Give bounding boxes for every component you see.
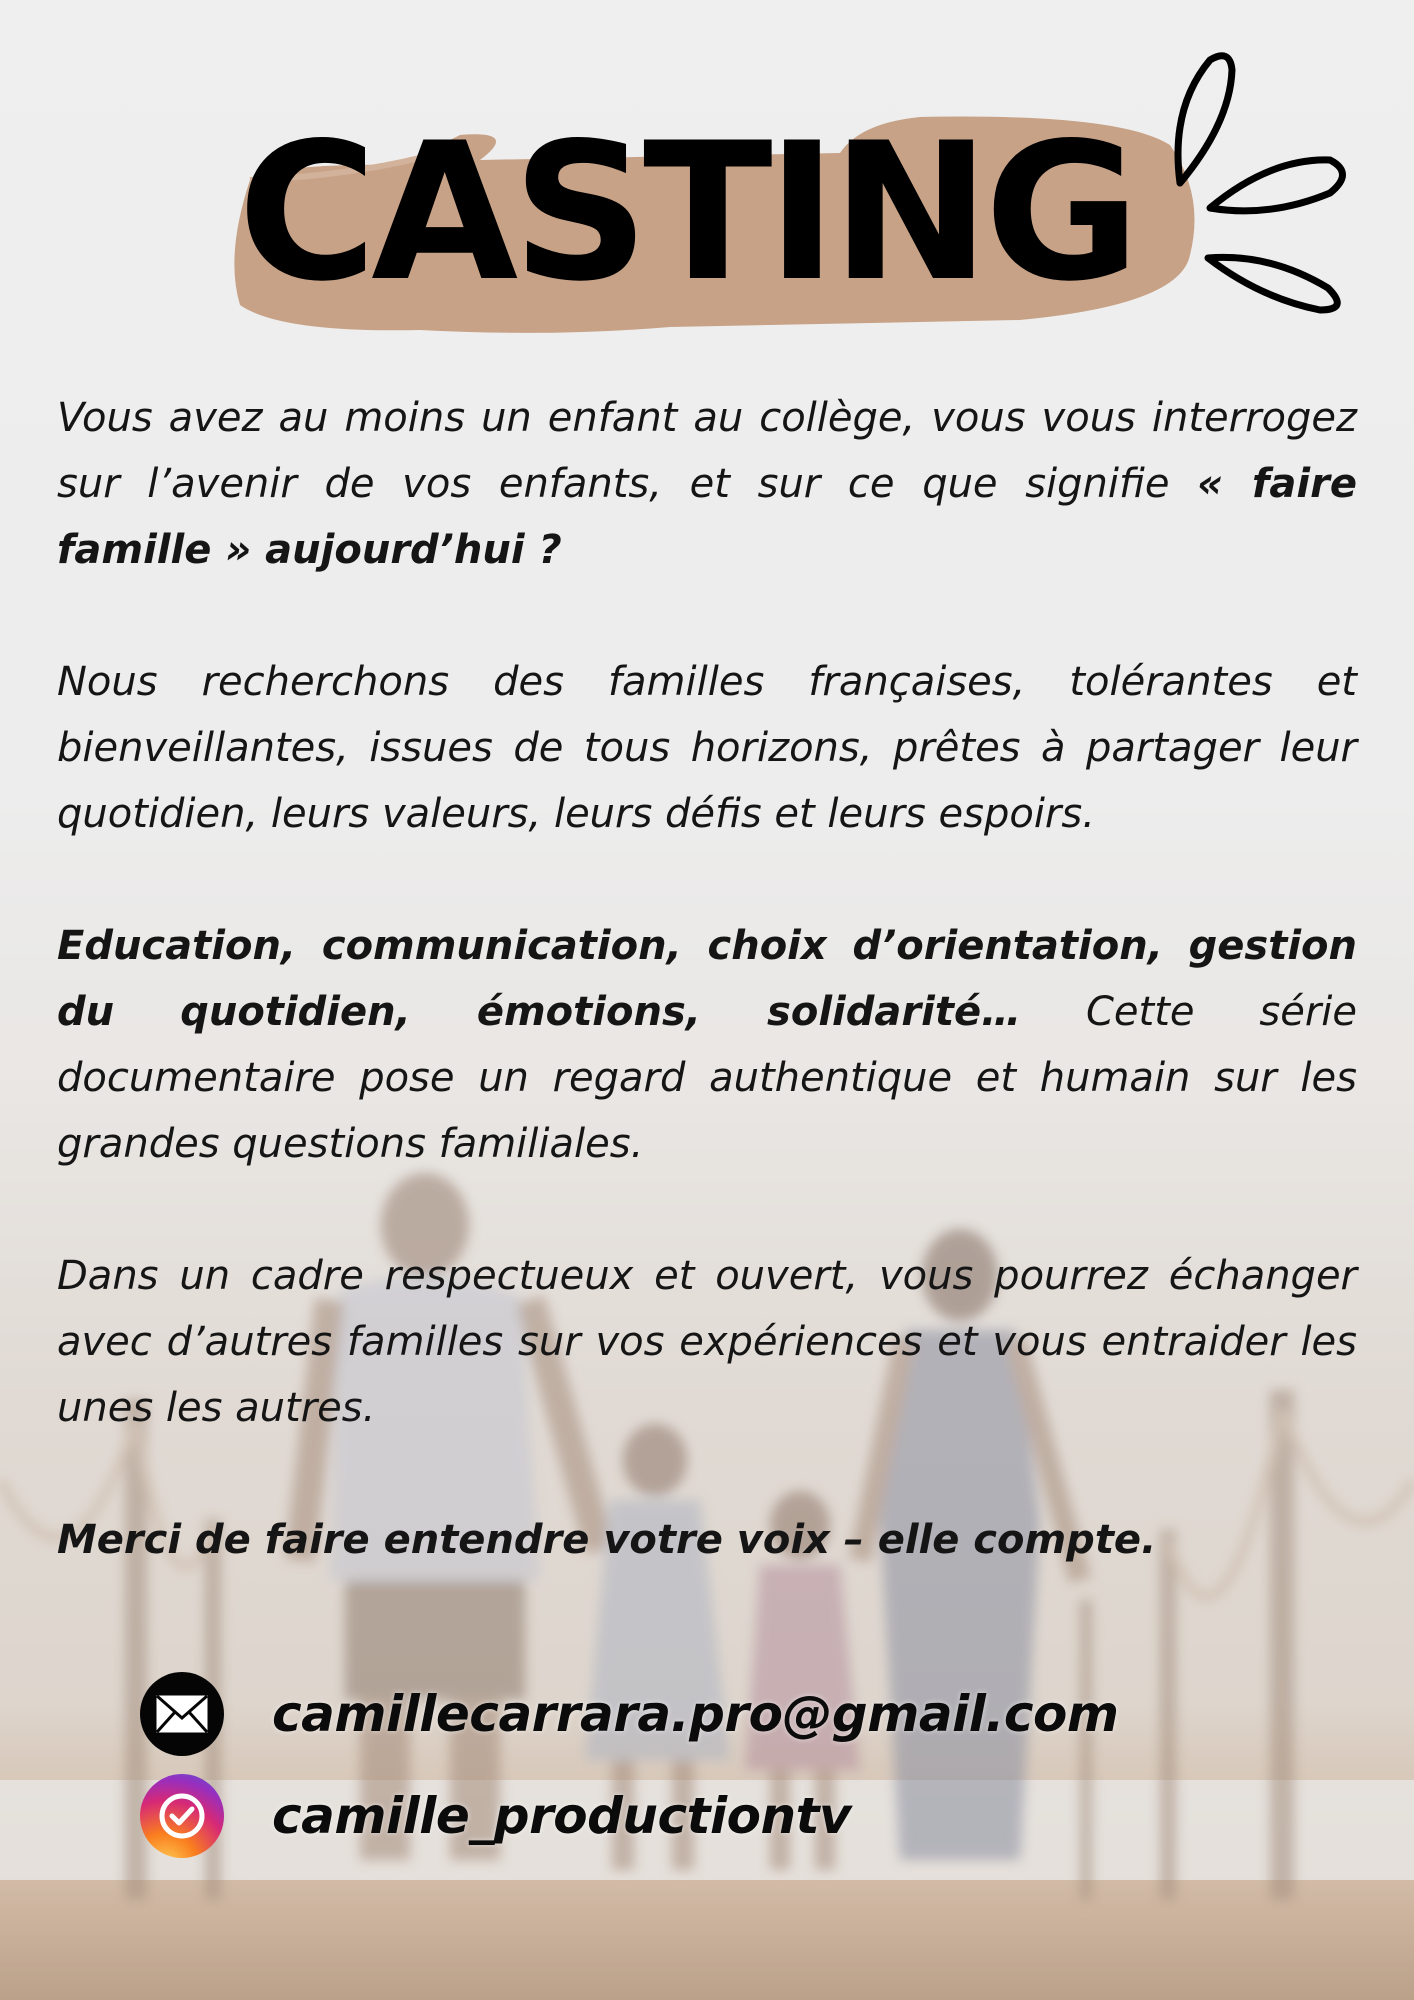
paragraph-search: Nous recherchons des familles françaises, tolérantes et bienveillantes, issues de tous horizons, prêtes à partager leur quotidien, leurs valeurs, leurs défis et leurs espoirs. [57, 659, 1357, 837]
instagram-handle[interactable]: camille_productiontv [272, 1787, 852, 1845]
intro-question-bold: « faire famille » aujourd’hui ? [57, 461, 1357, 573]
email-address[interactable]: camillecarrara.pro@gmail.com [272, 1685, 1119, 1743]
page-title: CASTING [237, 102, 1135, 323]
themes-bold: Education, communication, choix d’orientation, gestion du quotidien, émotions, solidarité… [57, 923, 1357, 1035]
sparkle-decoration-icon [1150, 48, 1350, 338]
contact-email[interactable] [140, 1672, 1118, 1756]
contact-instagram[interactable] [140, 1774, 851, 1858]
paragraph-exchange: Dans un cadre respectueux et ouvert, vous pourrez échanger avec d’autres familles sur vos expériences et vous entraider les unes les autres. [57, 1253, 1357, 1431]
paragraph-intro: Vous avez au moins un enfant au collège, vous vous interrogez sur l’avenir de vos enfants, et sur ce que signifie « faire famille » aujourd’hui ? [57, 395, 1357, 573]
body-text [57, 385, 1357, 1639]
paragraph-thanks: Merci de faire entendre votre voix – elle compte. [57, 1517, 1157, 1563]
instagram-icon [140, 1774, 224, 1858]
envelope-icon [140, 1672, 224, 1756]
paragraph-themes: Education, communication, choix d’orientation, gestion du quotidien, émotions, solidarité… Cette série documentaire pose un regard authentique et humain sur les grandes questions familiales. [57, 923, 1358, 1167]
